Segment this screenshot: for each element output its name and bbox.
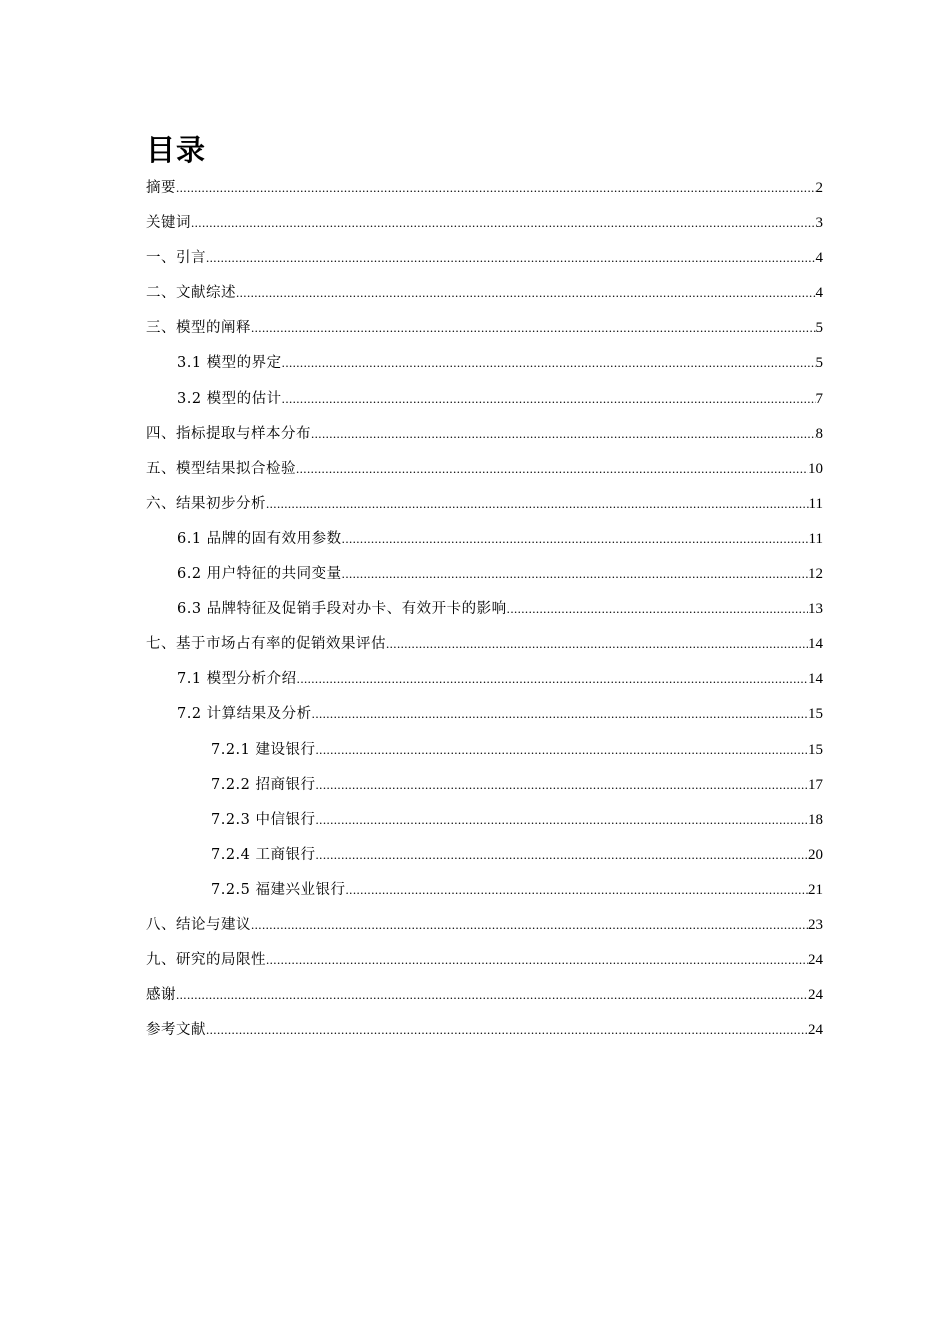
- toc-dot-leader: [282, 345, 816, 380]
- toc-page-number: 15: [808, 706, 823, 723]
- toc-entry[interactable]: [146, 345, 823, 380]
- toc-page-number: 7: [815, 390, 823, 407]
- toc-entry[interactable]: [146, 451, 823, 486]
- toc-entry-label: 关键词: [146, 215, 191, 232]
- toc-dot-leader: [191, 205, 816, 240]
- toc-entry[interactable]: [146, 626, 823, 661]
- toc-entry-label: 6.1 品牌的固有效用参数: [177, 530, 342, 547]
- toc-entry-label: 7.2.2 招商银行: [211, 776, 316, 793]
- toc-entry[interactable]: [146, 872, 823, 907]
- toc-entry-label: 二、文献综述: [146, 285, 236, 302]
- toc-page-number: 2: [815, 180, 823, 196]
- toc-entry-label: 7.2 计算结果及分析: [177, 706, 312, 723]
- toc-dot-leader: [312, 696, 808, 731]
- toc-dot-leader: [311, 416, 816, 451]
- toc-dot-leader: [316, 732, 808, 767]
- toc-page-number: 10: [808, 460, 823, 477]
- toc-page-number: 24: [808, 952, 823, 969]
- toc-page-number: 24: [808, 987, 823, 1004]
- toc-entry[interactable]: [146, 240, 823, 275]
- toc-entry[interactable]: [146, 802, 823, 837]
- toc-entry-label: 四、指标提取与样本分布: [146, 425, 311, 442]
- toc-entry-label: 6.2 用户特征的共同变量: [177, 566, 342, 583]
- toc-entry[interactable]: [146, 1012, 823, 1047]
- toc-title: 目录: [146, 133, 207, 167]
- toc-page-number: 3: [815, 215, 823, 232]
- toc-entry[interactable]: [146, 205, 823, 240]
- toc-entry-label: 7.2.5 福建兴业银行: [211, 881, 346, 898]
- toc-dot-leader: [297, 661, 808, 696]
- toc-page-number: 23: [808, 916, 823, 933]
- toc-page-number: 18: [808, 811, 823, 828]
- toc-entry[interactable]: [146, 942, 823, 977]
- toc-entry[interactable]: [146, 837, 823, 872]
- toc-entry-label: 3.2 模型的估计: [177, 390, 282, 407]
- toc-dot-leader: [176, 977, 808, 1012]
- toc-dot-leader: [251, 907, 808, 942]
- toc-page-number: 5: [815, 320, 823, 337]
- toc-page-number: 13: [808, 601, 823, 618]
- toc-entry-label: 八、结论与建议: [146, 916, 251, 933]
- toc-page-number: 8: [815, 425, 823, 442]
- toc-entry[interactable]: [146, 310, 823, 345]
- toc-dot-leader: [296, 451, 808, 486]
- toc-page-number: 11: [808, 530, 823, 547]
- toc-entry-label: 六、结果初步分析: [146, 495, 266, 512]
- toc-page-number: 14: [808, 671, 823, 688]
- toc-dot-leader: [316, 802, 808, 837]
- toc-dot-leader: [251, 310, 816, 345]
- toc-entry-label: 7.2.4 工商银行: [211, 846, 316, 863]
- toc-dot-leader: [176, 170, 816, 205]
- toc-page-number: 12: [808, 566, 823, 583]
- toc-entry[interactable]: [146, 591, 823, 626]
- toc-entry[interactable]: [146, 977, 823, 1012]
- toc-entry[interactable]: [146, 275, 823, 310]
- toc-page-number: 4: [815, 250, 823, 267]
- toc-entry-label: 三、模型的阐释: [146, 320, 251, 337]
- toc-dot-leader: [282, 381, 816, 416]
- toc-entry-label: 九、研究的局限性: [146, 952, 266, 969]
- toc-entry-label: 感谢: [146, 987, 176, 1004]
- toc-page-number: 11: [808, 495, 823, 512]
- toc-page-number: 4: [815, 285, 823, 302]
- toc-entry[interactable]: [146, 767, 823, 802]
- toc-entry-label: 7.2.3 中信银行: [211, 811, 316, 828]
- toc-list: [146, 170, 823, 1047]
- toc-entry-label: 七、基于市场占有率的促销效果评估: [146, 636, 386, 653]
- toc-entry-label: 摘要: [146, 180, 176, 196]
- toc-entry-label: 3.1 模型的界定: [177, 355, 282, 372]
- toc-entry[interactable]: [146, 661, 823, 696]
- toc-dot-leader: [206, 240, 816, 275]
- toc-entry-label: 参考文献: [146, 1022, 206, 1039]
- toc-entry[interactable]: [146, 170, 823, 205]
- toc-dot-leader: [386, 626, 808, 661]
- toc-entry[interactable]: [146, 732, 823, 767]
- toc-dot-leader: [342, 521, 809, 556]
- toc-page-number: 5: [815, 355, 823, 372]
- toc-entry[interactable]: [146, 696, 823, 731]
- toc-page-number: 15: [808, 741, 823, 758]
- toc-dot-leader: [316, 767, 808, 802]
- toc-dot-leader: [346, 872, 808, 907]
- toc-page-number: 17: [808, 776, 823, 793]
- toc-entry[interactable]: [146, 556, 823, 591]
- toc-dot-leader: [266, 486, 809, 521]
- toc-page-number: 14: [808, 636, 823, 653]
- toc-dot-leader: [266, 942, 808, 977]
- toc-entry-label: 7.1 模型分析介绍: [177, 671, 297, 688]
- toc-page-number: 24: [808, 1022, 823, 1039]
- toc-page-number: 21: [808, 881, 823, 898]
- toc-entry-label: 7.2.1 建设银行: [211, 741, 316, 758]
- toc-entry[interactable]: [146, 416, 823, 451]
- toc-dot-leader: [507, 591, 808, 626]
- toc-dot-leader: [206, 1012, 808, 1047]
- toc-entry-label: 一、引言: [146, 250, 206, 267]
- toc-entry-label: 五、模型结果拟合检验: [146, 460, 296, 477]
- toc-entry[interactable]: [146, 907, 823, 942]
- toc-entry-label: 6.3 品牌特征及促销手段对办卡、有效开卡的影响: [177, 601, 507, 618]
- toc-dot-leader: [316, 837, 808, 872]
- toc-entry[interactable]: [146, 486, 823, 521]
- toc-dot-leader: [236, 275, 816, 310]
- toc-entry[interactable]: [146, 381, 823, 416]
- toc-page-number: 20: [808, 846, 823, 863]
- toc-entry[interactable]: [146, 521, 823, 556]
- toc-dot-leader: [342, 556, 808, 591]
